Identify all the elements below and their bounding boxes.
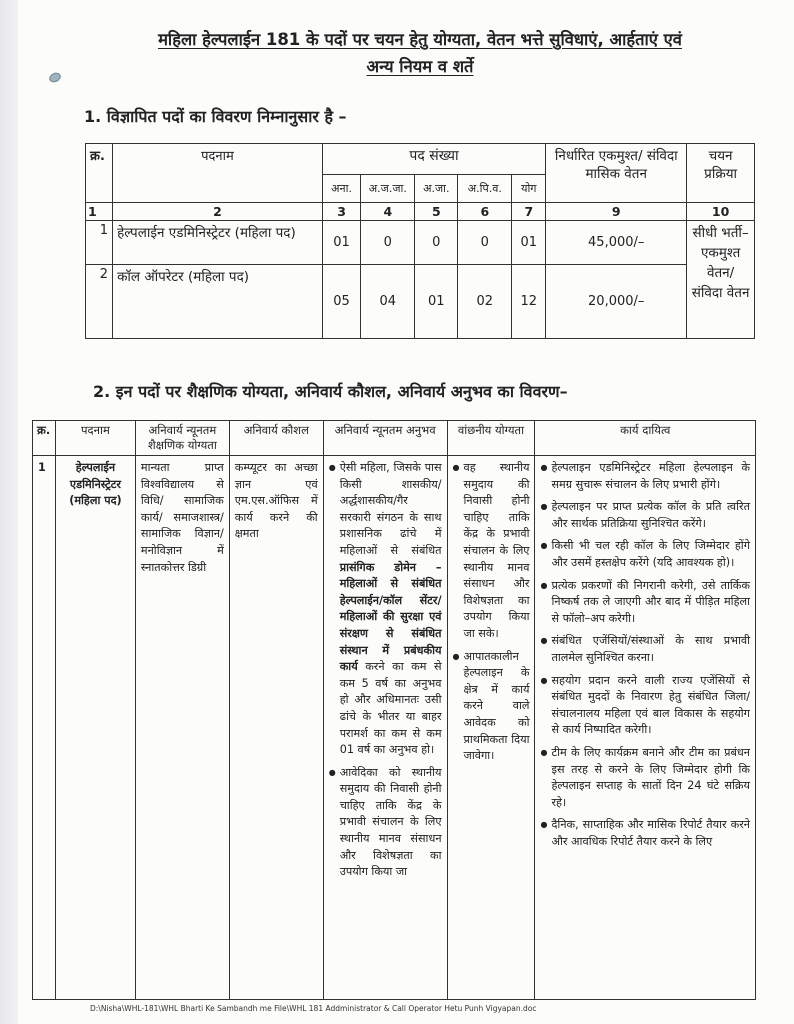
row-post: हेल्पलाईन एडमिनिस्ट्रेटर (महिला पद) bbox=[113, 221, 323, 265]
header-min-experience: अनिवार्य न्यूनतम अनुभव bbox=[323, 421, 447, 456]
col-num: 10 bbox=[687, 203, 755, 221]
col-num: 3 bbox=[322, 203, 360, 221]
subheader-st: अ.ज.जा. bbox=[361, 175, 415, 203]
row-sno: 2 bbox=[86, 265, 113, 339]
duties-list bbox=[540, 460, 750, 850]
section-1-heading: 1. विज्ञापित पदों का विवरण निम्नानुसार है – bbox=[84, 107, 347, 126]
experience-bold-text: प्रासंगिक डोमेन – महिलाओं से संबंधित हेल्पलाईन/कॉल सेंटर/महिलाओं की सुरक्षा एवं संरक्षण से संबंधित संस्थान में प्रबंधकीय कार्य bbox=[339, 560, 442, 674]
row-desirable bbox=[447, 456, 535, 1000]
posts-table bbox=[85, 143, 755, 339]
row-total: 12 bbox=[512, 265, 546, 339]
row-skill: कम्प्यूटर का अच्छा ज्ञान एवं एम.एस.ऑफिस में कार्य करने की क्षमता bbox=[229, 456, 323, 1000]
row-obc: 0 bbox=[458, 221, 512, 265]
header-salary: निर्धारित एकमुश्त/ संविदा मासिक वेतन bbox=[546, 144, 687, 203]
page-edge-shadow bbox=[0, 0, 18, 1024]
row-sc: 01 bbox=[415, 265, 458, 339]
desirable-list bbox=[453, 460, 530, 765]
header-post: पदनाम bbox=[113, 144, 323, 203]
row-post: कॉल ऑपरेटर (महिला पद) bbox=[113, 265, 323, 339]
row-sno: 1 bbox=[33, 456, 56, 1000]
col-num: 5 bbox=[415, 203, 458, 221]
row-salary: 20,000/– bbox=[546, 265, 687, 339]
file-path-footer: D:\Nisha\WHL-181\WHL Bharti Ke Sambandh me File\WHL 181 Addministrator & Call Operator Hetu Punh Vigyapan.doc bbox=[90, 1004, 537, 1013]
list-item bbox=[340, 460, 442, 759]
table-row bbox=[33, 456, 756, 1000]
header-min-qualification: अनिवार्य न्यूनतम शैक्षणिक योग्यता bbox=[135, 421, 229, 456]
row-unreserved: 01 bbox=[322, 221, 360, 265]
experience-list bbox=[329, 460, 442, 881]
row-unreserved: 05 bbox=[322, 265, 360, 339]
row-min-qualification: मान्यता प्राप्त विश्वविद्यालय से विधि/ सामाजिक कार्य/ समाजशास्त्र/ सामाजिक विज्ञान/ मनोविज्ञान में स्नातकोत्तर डिग्री bbox=[135, 456, 229, 1000]
list-item: ● संबंधित एजेंसियों/संस्थाओं के साथ प्रभावी तालमेल सुनिश्चित करना। bbox=[551, 633, 750, 666]
list-item: ● प्रत्येक प्रकरणों की निगरानी करेगी, उसे तार्किक निष्कर्ष तक ले जाएगी और बाद में पीड़ित महिला से फॉलो–अप करेगी। bbox=[551, 578, 750, 628]
subheader-sc: अ.जा. bbox=[415, 175, 458, 203]
qualifications-table bbox=[32, 420, 756, 1000]
row-total: 01 bbox=[512, 221, 546, 265]
col-num: 2 bbox=[113, 203, 323, 221]
col-num: 1 bbox=[86, 203, 113, 221]
header-sno: क्र. bbox=[33, 421, 56, 456]
table-row bbox=[86, 221, 755, 265]
row-st: 04 bbox=[361, 265, 415, 339]
list-item: ● दैनिक, साप्ताहिक और मासिक रिपोर्ट तैयार करने और आवधिक रिपोर्ट तैयार करने के लिए bbox=[551, 817, 750, 850]
header-selection: चयन प्रक्रिया bbox=[687, 144, 755, 203]
title-line-2: अन्य नियम व शर्ते bbox=[366, 57, 474, 76]
subheader-obc: अ.पि.व. bbox=[458, 175, 512, 203]
header-post: पदनाम bbox=[55, 421, 135, 456]
row-min-experience bbox=[323, 456, 447, 1000]
header-desirable: वांछनीय योग्यता bbox=[447, 421, 535, 456]
row-sc: 0 bbox=[415, 221, 458, 265]
title-line-1: महिला हेल्पलाईन 181 के पदों पर चयन हेतु योग्यता, वेतन भत्ते सुविधाएं, आर्हताएं एवं bbox=[158, 30, 682, 49]
row-post: हेल्पलाईन एडमिनिस्ट्रेटर (महिला पद) bbox=[55, 456, 135, 1000]
experience-text: करने का कम से कम 5 वर्ष का अनुभव हो और अधिमानतः उसी ढांचे के भीतर या बाहर परामर्श का कम से कम 01 वर्ष का अनुभव हो। bbox=[339, 660, 442, 757]
document-title bbox=[80, 26, 760, 80]
list-item: ● सहयोग प्रदान करने वाली राज्य एजेंसियों से संबंधित मुददों के निवारण हेतु संबंधित जिला/संचालनालय महिला एवं बाल विकास के सहयोग से कार्य निष्पादित करेगी। bbox=[551, 673, 750, 739]
column-number-row bbox=[86, 203, 755, 221]
list-item: ● वह स्थानीय समुदाय की निवासी होनी चाहिए ताकि केंद्र के प्रभावी संचालन के लिए स्थानीय मानव संसाधन और विशेषज्ञता का उपयोग किया जा सके। bbox=[464, 460, 530, 643]
subheader-unreserved: अना. bbox=[322, 175, 360, 203]
experience-text: ऐसी महिला, जिसके पास किसी शासकीय/ अर्द्धशासकीय/गैर सरकारी संगठन के साथ प्रशासनिक ढांचे में महिलाओं से संबंधित bbox=[339, 461, 442, 557]
section-2-heading: 2. इन पदों पर शैक्षणिक योग्यता, अनिवार्य कौशल, अनिवार्य अनुभव का विवरण– bbox=[93, 382, 568, 401]
list-item: ● हेल्पलाइन पर प्राप्त प्रत्येक कॉल के प्रति त्वरित और सार्थक प्रतिक्रिया सुनिश्चित करेंगे। bbox=[551, 499, 750, 532]
subheader-total: योग bbox=[512, 175, 546, 203]
table-row bbox=[86, 265, 755, 339]
list-item: ● किसी भी चल रही कॉल के लिए जिम्मेदार होंगे और उसमें हस्तक्षेप करेंगे (यदि आवश्यक हो)। bbox=[551, 538, 750, 571]
col-num: 9 bbox=[546, 203, 687, 221]
experience-text: आवेदिका को स्थानीय समुदाय की निवासी होनी चाहिए ताकि केंद्र के प्रभावी संचालन के लिए स्थानीय मानव संसाधन और विशेषज्ञता का उपयोग किया जा bbox=[339, 765, 442, 879]
col-num: 6 bbox=[458, 203, 512, 221]
col-num: 7 bbox=[512, 203, 546, 221]
col-num: 4 bbox=[361, 203, 415, 221]
header-skill: अनिवार्य कौशल bbox=[229, 421, 323, 456]
row-salary: 45,000/– bbox=[546, 221, 687, 265]
list-item: ● हेल्पलाइन एडमिनिस्ट्रेटर महिला हेल्पलाइन के समग्र सुचारू संचालन के लिए प्रभारी होंगे। bbox=[551, 460, 750, 493]
list-item bbox=[340, 765, 442, 881]
list-item: ● टीम के लिए कार्यक्रम बनाने और टीम का प्रबंधन इस तरह से करने के लिए जिम्मेदार होगी कि हेल्पलाइन सप्ताह के सातों दिन 24 घंटे सक्रिय रहे। bbox=[551, 745, 750, 811]
selection-process: सीधी भर्ती– एकमुश्त वेतन/ संविदा वेतन bbox=[687, 221, 755, 339]
header-duties: कार्य दायित्व bbox=[535, 421, 756, 456]
header-sno: क्र. bbox=[86, 144, 113, 203]
row-st: 0 bbox=[361, 221, 415, 265]
header-posts-count: पद संख्या bbox=[322, 144, 545, 175]
row-duties bbox=[535, 456, 756, 1000]
row-sno: 1 bbox=[86, 221, 113, 265]
list-item: ● आपातकालीन हेल्पलाइन के क्षेत्र में कार्य करने वाले आवेदक को प्राथमिकता दिया जावेगा। bbox=[464, 649, 530, 765]
row-obc: 02 bbox=[458, 265, 512, 339]
